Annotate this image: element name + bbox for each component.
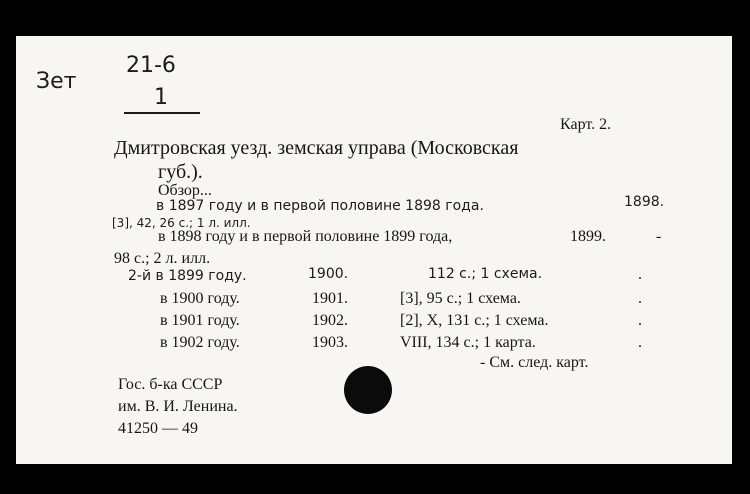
hand-1897-pages: [3], 42, 26 с.; 1 л. илл. <box>112 216 251 230</box>
heading-line-1: Дмитровская уезд. земская управа (Московская <box>114 137 519 159</box>
hand-1899-pages: 112 с.; 1 схема. <box>428 266 543 282</box>
library-line-3: 41250 — 49 <box>118 420 198 437</box>
typed-1898-year: 1899. <box>570 228 606 245</box>
row-1901-label: в 1901 году. <box>160 312 240 329</box>
library-line-1: Гос. б-ка СССР <box>118 376 223 393</box>
see-next: - См. след. карт. <box>480 354 589 371</box>
call-number-numerator: 21-6 <box>126 53 176 78</box>
hand-1898-year: 1898. <box>624 194 665 210</box>
row-1900-year: 1901. <box>312 290 348 307</box>
typed-dash: - <box>656 228 662 245</box>
row-1901-year: 1902. <box>312 312 348 329</box>
heading-line-2: губ.). <box>158 161 203 183</box>
catalog-card <box>16 36 732 464</box>
call-number-fraction-line <box>124 112 200 114</box>
call-number-prefix: Зет <box>36 69 77 94</box>
card-number: Карт. 2. <box>560 116 612 133</box>
call-number-denominator: 1 <box>154 85 168 110</box>
dot: . <box>638 334 642 351</box>
row-1900-detail: [3], 95 с.; 1 схема. <box>400 290 521 307</box>
row-1902-detail: VIII, 134 с.; 1 карта. <box>400 334 536 351</box>
library-line-2: им. В. И. Ленина. <box>118 398 238 415</box>
typed-1898-pages: 98 с.; 2 л. илл. <box>114 250 211 267</box>
title: Обзор... <box>158 182 212 199</box>
hand-1899-label: 2-й в 1899 году. <box>128 268 247 284</box>
punch-hole <box>344 366 392 414</box>
row-1902-year: 1903. <box>312 334 348 351</box>
row-1902-label: в 1902 году. <box>160 334 240 351</box>
hand-1899-year: 1900. <box>308 266 349 282</box>
dot: . <box>638 290 642 307</box>
hand-1897-line: в 1897 году и в первой половине 1898 года. <box>156 198 484 214</box>
row-1900-label: в 1900 году. <box>160 290 240 307</box>
dot: . <box>638 266 642 283</box>
typed-1898-line: в 1898 году и в первой половине 1899 года, <box>158 228 453 245</box>
row-1901-detail: [2], X, 131 с.; 1 схема. <box>400 312 549 329</box>
dot: . <box>638 312 642 329</box>
